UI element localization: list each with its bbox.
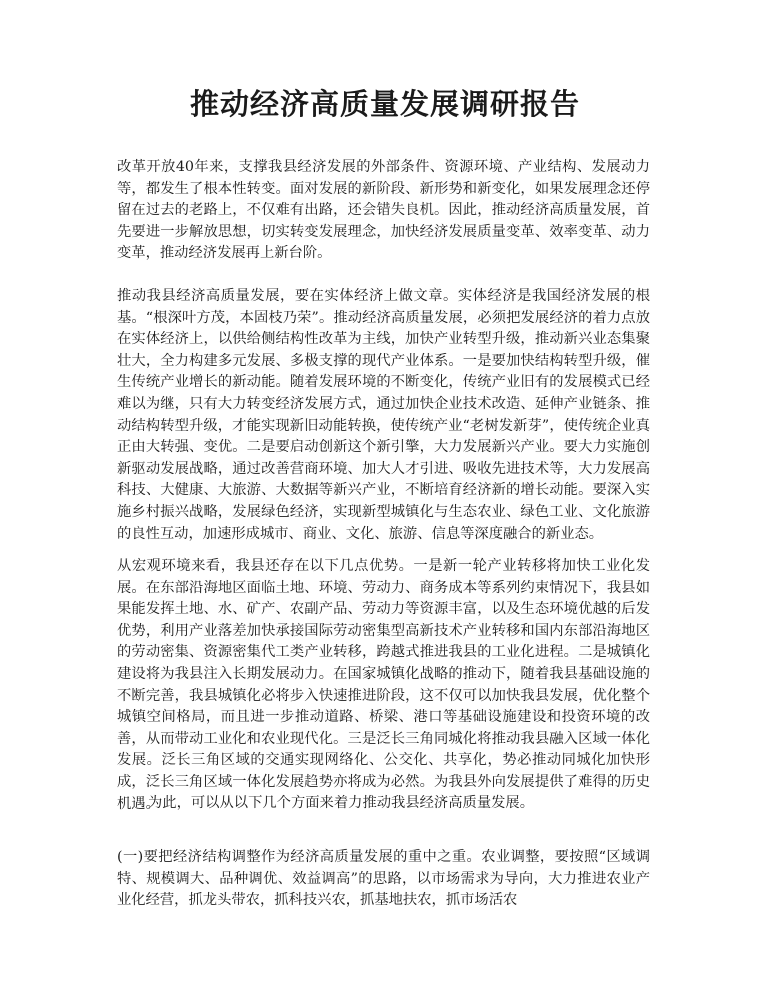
paragraph-transition: 为此，可以从以下几个方面来着力推动我县经济高质量发展。 [148, 795, 535, 811]
paragraph-intro: 改革开放40年来，支撑我县经济发展的外部条件、资源环境、产业结构、发展动力等，都发生了根本性转变。面对发展的新阶段、新形势和新变化，如果发展理念还停留在过去的老路上，不仅难有出路，还会错失良机。因此，推动经济高质量发展，首先要进一步解放思想，切实转变发展理念，加快经济发展质量变革、效率变革、动力变革，推动经济发展再上新台阶。 [117, 159, 650, 262]
paragraph-real-economy: 推动我县经济高质量发展，要在实体经济上做文章。实体经济是我国经济发展的根基。“根深叶方茂，本固枝乃荣”。推动经济高质量发展，必须把发展经济的着力点放在实体经济上，以供给侧结构性改革为主线，加快产业转型升级，推动新兴业态集聚壮大，全力构建多元发展、多极支撑的现代产业体系。一是要加快结构转型升级，催生传统产业增长的新动能。随着发展环境的不断变化，传统产业旧有的发展模式已经难以为继，只有大力转变经济发展方式，通过加快企业技术改造、延伸产业链条、推动结构转型升级，才能实现新旧动能转换，使传统产业“老树发新芽”，使传统企业真正由大转强、变优。二是要启动创新这个新引擎，大力发展新兴产业。要大力实施创新驱动发展战略，通过改善营商环境、加大人才引进、吸收先进技术等，大力发展高科技、大健康、大旅游、大数据等新兴产业，不断培育经济新的增长动能。要深入实施乡村振兴战略，发展绿色经济，实现新型城镇化与生态农业、绿色工业、文化旅游的良性互动，加速形成城市、商业、文化、旅游、信息等深度融合的新业态。 [117, 288, 650, 542]
paragraph-structure-adjustment: (一)要把经济结构调整作为经济高质量发展的重中之重。农业调整，要按照“区域调特、规模调大、品种调优、效益调高”的思路，以市场需求为导向，大力推进农业产业化经营，抓龙头带农，抓科技兴农，抓基地扶农，抓市场活农 [117, 849, 650, 909]
paragraph-macro-advantages: 从宏观环境来看，我县还存在以下几点优势。一是新一轮产业转移将加快工业化发展。在东部沿海地区面临土地、环境、劳动力、商务成本等系列约束情况下，我县如果能发挥土地、水、矿产、农副产品、劳动力等资源丰富，以及生态环境优越的后发优势，利用产业落差加快承接国际劳动密集型高新技术产业转移和国内东部沿海地区的劳动密集、资源密集代工类产业转移，跨越式推进我县的工业化进程。二是城镇化建设将为我县注入长期发展动力。在国家城镇化战略的推动下，随着我县基础设施的不断完善，我县城镇化必将步入快速推进阶段，这不仅可以加快我县发展，优化整个城镇空间格局，而且进一步推动道路、桥梁、港口等基础设施建设和投资环境的改善，从而带动工业化和农业现代化。三是泛长三角同城化将推动我县融入区域一体化发展。泛长三角区域的交通实现网络化、公交化、共享化，势必推动同城化加快形成，泛长三角区域一体化发展趋势亦将成为必然。为我县外向发展提供了难得的历史机遇。 [117, 558, 650, 812]
document-title: 推动经济高质量发展调研报告 [189, 87, 580, 121]
